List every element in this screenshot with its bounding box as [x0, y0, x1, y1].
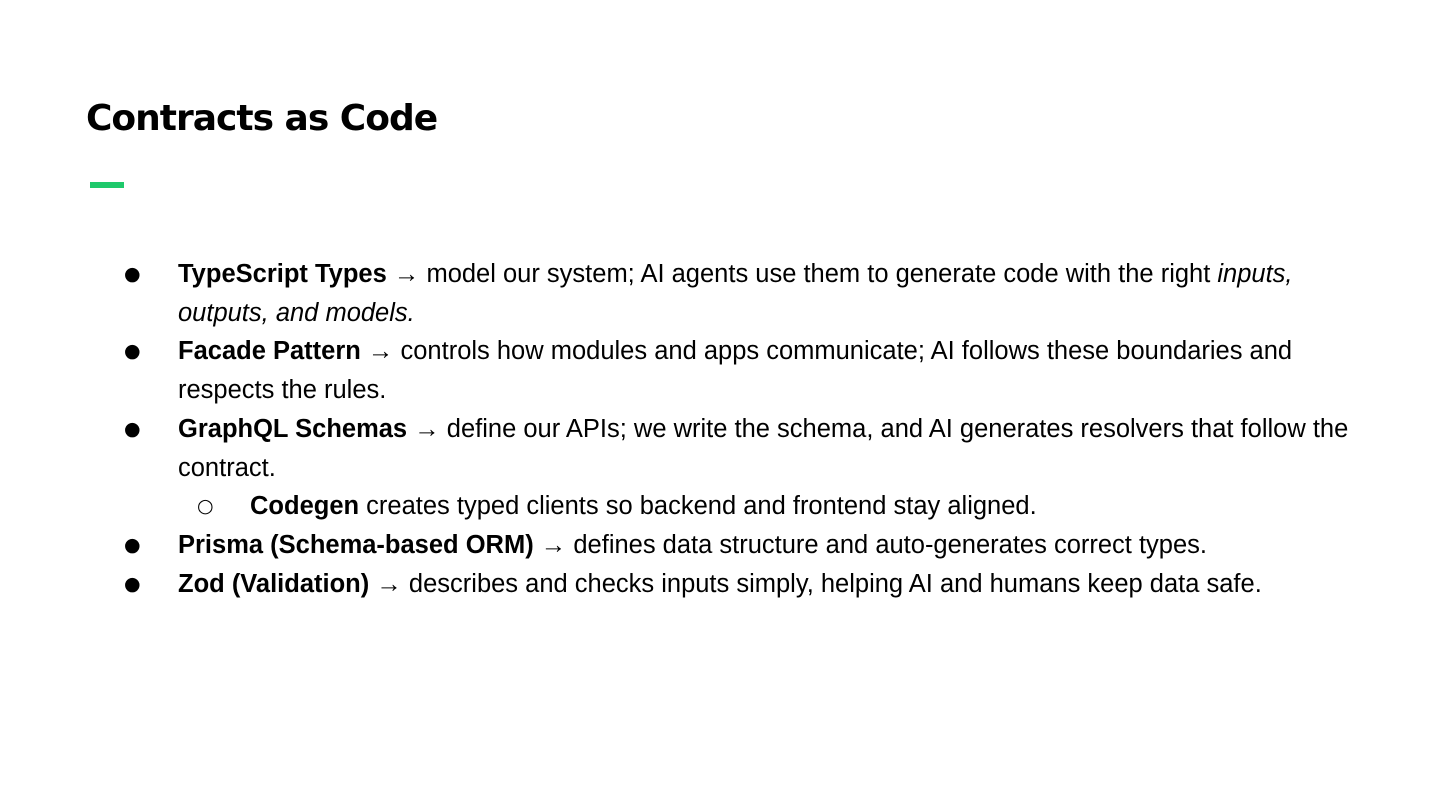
- bullet-list: [0, 255, 1440, 603]
- title-accent-bar: [90, 182, 124, 188]
- bullet-icon: ●: [124, 572, 141, 595]
- bullet-text: → model our system; AI agents use them to generate code with the right: [386, 260, 1218, 288]
- bullet-item-typescript-types: [0, 255, 1440, 332]
- bullet-term: Facade Pattern: [178, 337, 361, 366]
- sub-bullet-item-codegen: [0, 487, 1440, 526]
- bullet-icon: ●: [124, 533, 141, 556]
- slide-title: Contracts as Code: [86, 98, 438, 139]
- bullet-item-prisma: [0, 526, 1440, 565]
- bullet-term: Zod (Validation): [178, 569, 370, 598]
- bullet-icon: ●: [124, 417, 141, 440]
- bullet-term: Prisma (Schema-based ORM): [178, 530, 534, 559]
- bullet-text: creates typed clients so backend and frontend stay aligned.: [359, 492, 1037, 521]
- bullet-item-facade-pattern: [0, 332, 1440, 409]
- bullet-item-graphql-schemas: [0, 410, 1440, 487]
- bullet-term: Codegen: [250, 492, 360, 521]
- sub-bullet-icon: ○: [197, 495, 214, 518]
- bullet-text: → controls how modules and apps communicate; AI follows these boundaries and respects the rules.: [178, 337, 1293, 405]
- bullet-text: → defines data structure and auto-generates correct types.: [533, 530, 1207, 559]
- bullet-icon: ●: [124, 263, 141, 285]
- bullet-item-zod: [0, 565, 1440, 604]
- bullet-term: TypeScript Types: [178, 260, 387, 288]
- bullet-text: → define our APIs; we write the schema, and AI generates resolvers that follow the contract.: [178, 414, 1349, 482]
- bullet-term: GraphQL Schemas: [178, 414, 408, 443]
- bullet-text: → describes and checks inputs simply, helping AI and humans keep data safe.: [369, 569, 1262, 598]
- bullet-icon: ●: [124, 340, 141, 363]
- bullet-emphasis: inputs, outputs, and models.: [178, 260, 1293, 327]
